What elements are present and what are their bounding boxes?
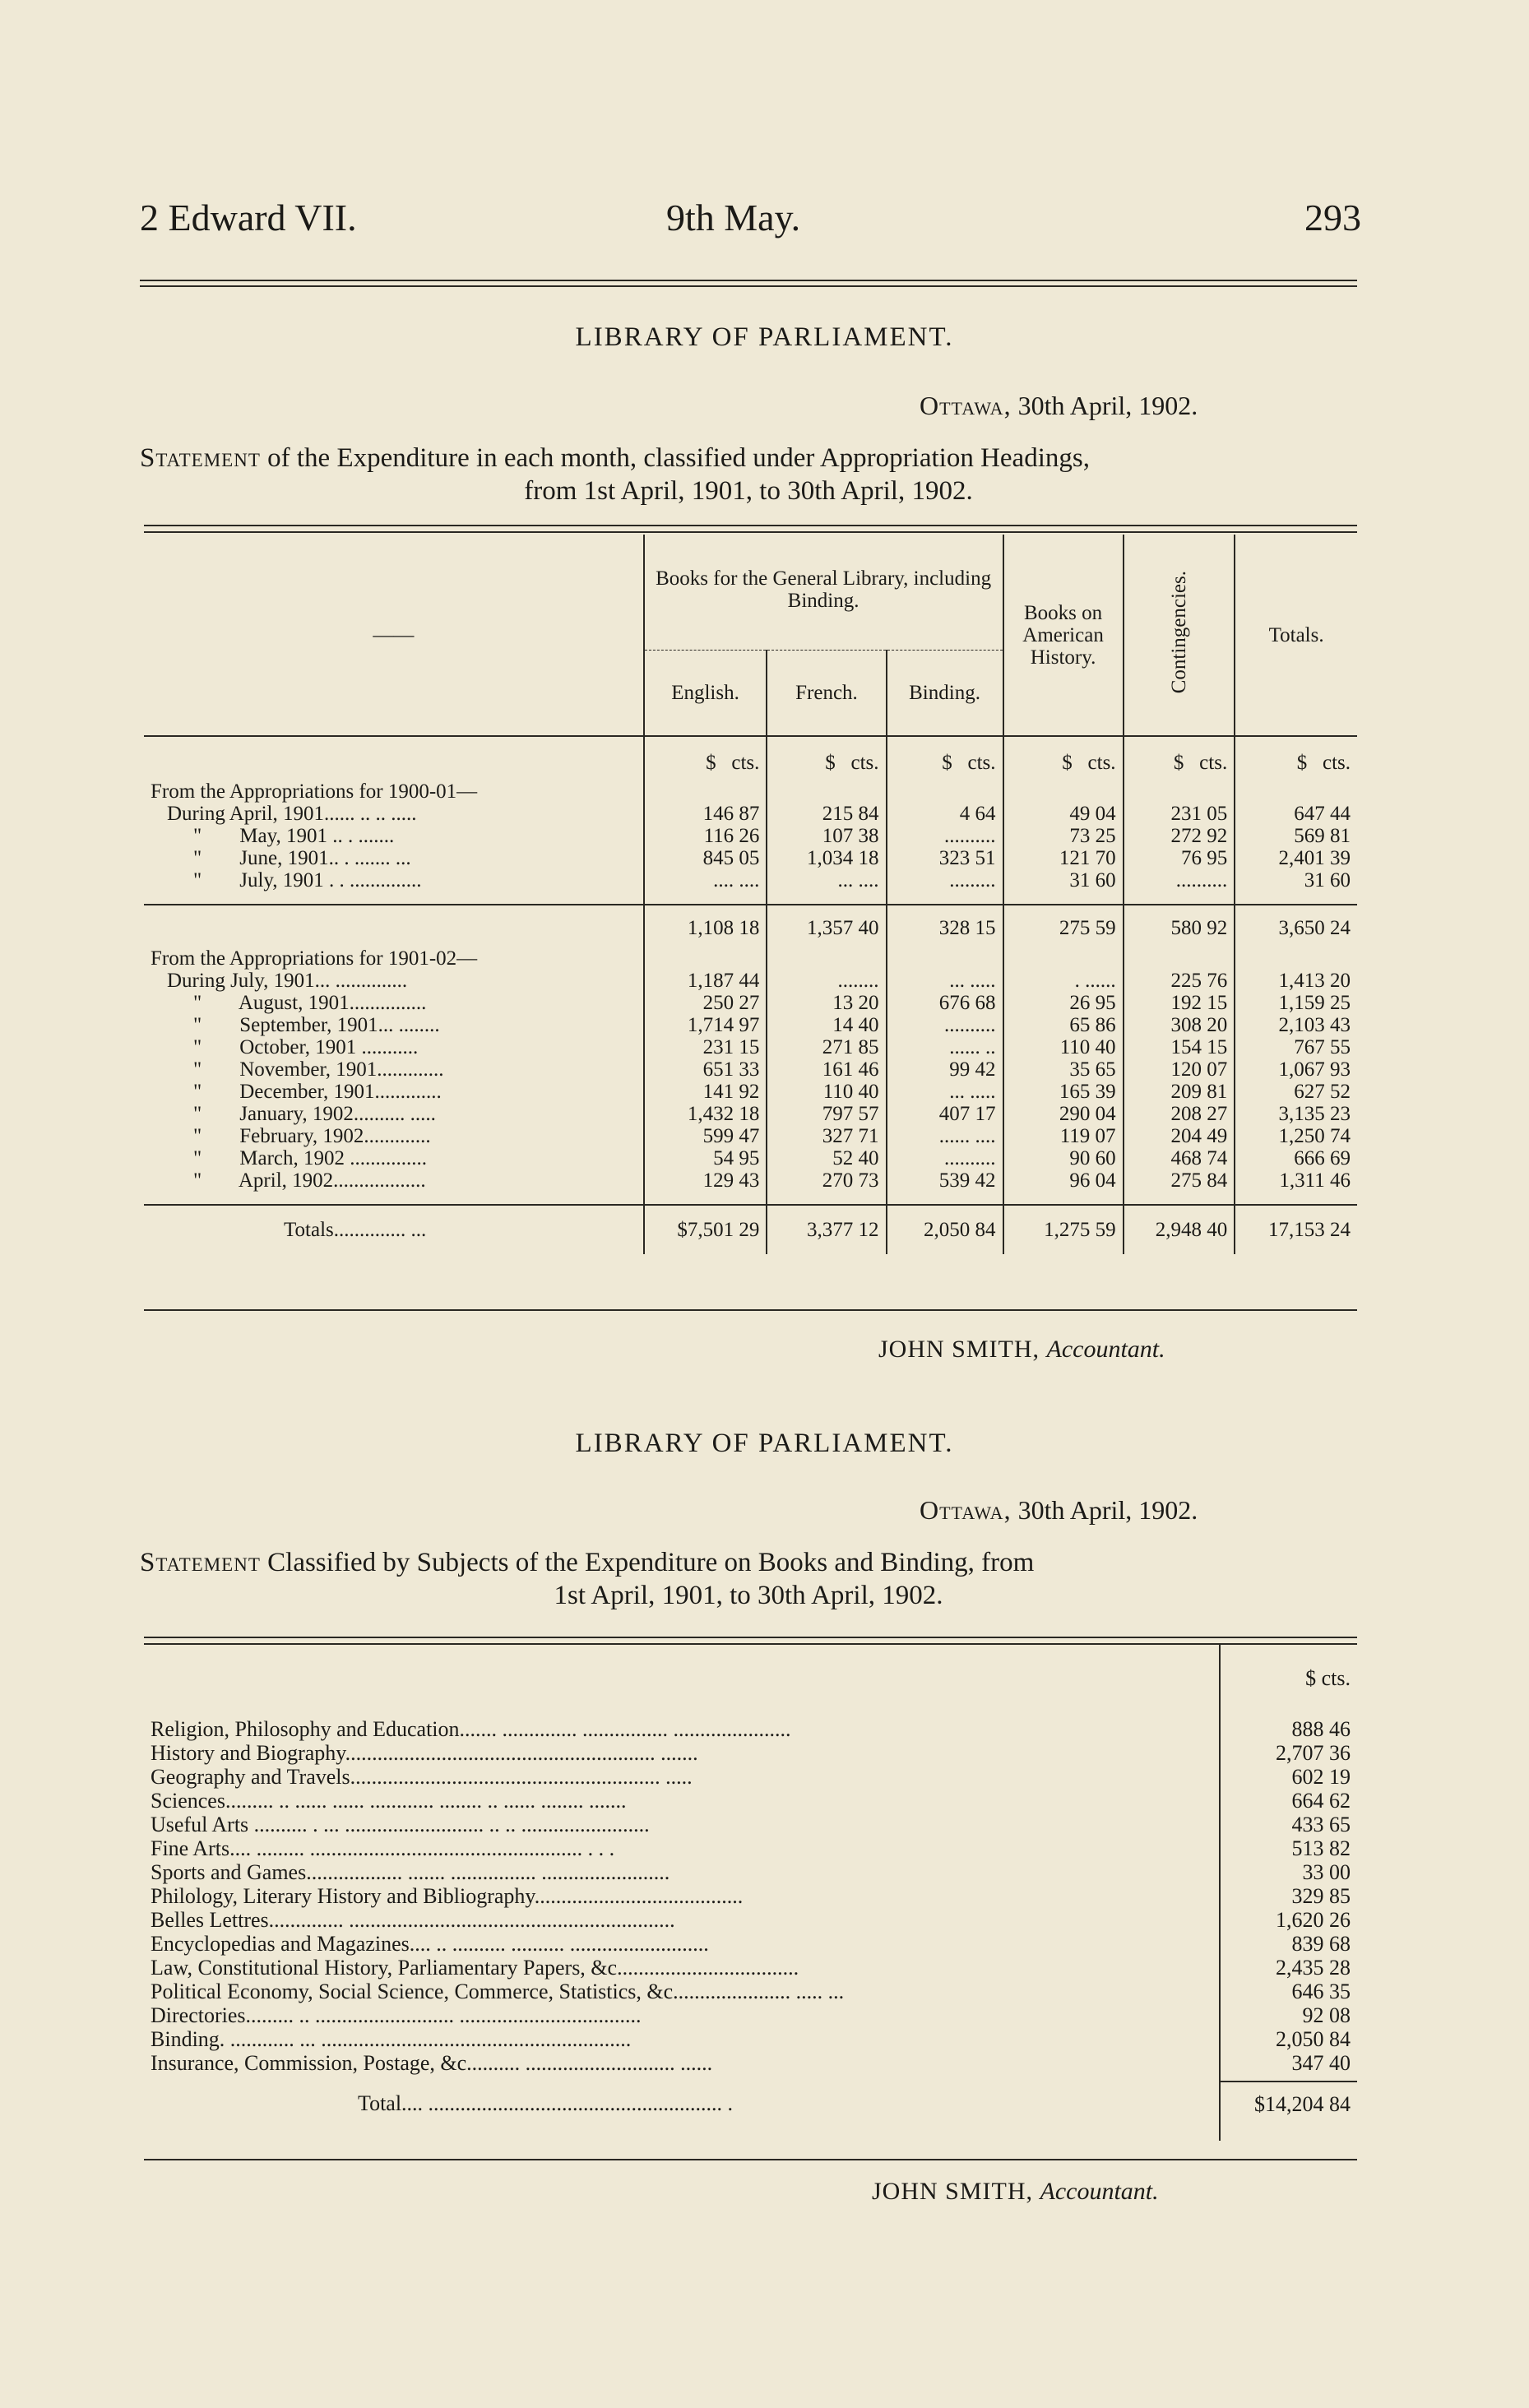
table1-col-contingencies-cell [1124,535,1235,736]
table1-group1-heading-row [144,777,1357,803]
table1-units-row [144,736,1357,777]
table1-value-cell: 73 25 [1003,825,1124,847]
table1-top-rule-b [144,531,1357,533]
table1-value-cell: 209 81 [1124,1081,1235,1103]
table1-month-label: June, 1901.. . ....... ... [239,847,411,869]
table1-total-cell: 1,275 59 [1003,1205,1124,1254]
table1-row-prefix: " [193,1081,202,1103]
table2-subject-label: Insurance, Commission, Postage, &c.......... ............................ ...... [151,2051,713,2075]
section2-signature-name: JOHN SMITH, [872,2178,1034,2205]
section1-signature-name: JOHN SMITH, [878,1336,1040,1363]
table1-row-prefix: " [193,869,202,891]
table1-value-cell: 31 60 [1235,869,1357,891]
table1-group2-rows [144,970,1357,1205]
table1-value-cell: 165 39 [1003,1081,1124,1103]
table1-value-cell: 569 81 [1235,825,1357,847]
table1-row-prefix: " [193,1147,202,1169]
table2-unit-row [144,1645,1357,1717]
table1-subtotal-cell: 3,650 24 [1235,905,1357,944]
table1-month-row [144,825,1357,847]
table1-row-prefix: " [193,1103,202,1125]
table2-subject-label: Religion, Philosophy and Education....... .............. ................ ...................... [151,1717,791,1741]
table1-subtotal-row [144,905,1357,944]
table2-subject-label: Political Economy, Social Science, Commerce, Statistics, &c...................... ..... ... [151,1980,845,2003]
table1-unit-cts: cts. [731,752,760,774]
table1-value-cell: 627 52 [1235,1081,1357,1103]
table2-subject-row [144,1980,1357,2003]
table1-stub-header: —— [144,535,644,736]
table2-subject-row [144,1956,1357,1980]
section2-statement-lead: Statement [140,1548,261,1577]
table1-group-header: Books for the General Library, including Binding. [644,535,1003,650]
table1-value-cell: ... ..... [887,1081,1003,1103]
table1-value-cell: ... ..... [887,970,1003,992]
table1-value-cell: 647 44 [1235,803,1357,825]
table2-subject-row [144,1813,1357,1836]
table1-value-cell: 1,413 20 [1235,970,1357,992]
table1-value-cell: 96 04 [1003,1169,1124,1192]
table2-subject-value: 664 62 [1220,1789,1357,1813]
table1-col-french: French. [767,650,886,736]
table1-value-cell: .... .... [644,869,767,891]
table1-month-label: August, 1901............... [238,992,427,1014]
table1-value-cell: 1,187 44 [644,970,767,992]
table2-subject-label: Binding. ............ ... .......................................................... [151,2027,632,2051]
table1-value-cell: .......... [887,1147,1003,1169]
section2-signature [872,2178,1159,2206]
table1-value-cell: 1,714 97 [644,1014,767,1036]
table1-month-label: May, 1901 .. . ....... [239,825,395,847]
table1-value-cell: 1,432 18 [644,1103,767,1125]
header-regnal-year: 2 Edward VII. [140,197,357,238]
table1-unit-dollar: $ [825,752,836,774]
table2-subject-label: Useful Arts .......... . ... .......................... .. .. ........................ [151,1813,650,1836]
section2-statement-line1: Classified by Subjects of the Expenditure on Books and Binding, from [267,1548,1035,1577]
table2-top-rule-a [144,1637,1357,1638]
table1-value-cell: 120 07 [1124,1058,1235,1081]
table1-value-cell: 141 92 [644,1081,767,1103]
table1-value-cell: ......... [887,869,1003,891]
table1-value-cell: 116 26 [644,825,767,847]
table1-value-cell: 1,250 74 [1235,1125,1357,1147]
table1-value-cell: 146 87 [644,803,767,825]
table1-col-contingencies: Contingencies. [1167,571,1190,694]
table2-subject-value: 347 40 [1220,2051,1357,2075]
table1-totals-row [144,1205,1357,1254]
table1-month-row [144,1147,1357,1169]
table2-subject-value: 329 85 [1220,1884,1357,1908]
table2-subject-value: 2,050 84 [1220,2027,1357,2051]
section1-title: LIBRARY OF PARLIAMENT. [575,322,954,352]
table2-subject-value: 646 35 [1220,1980,1357,2003]
table1-month-label: April, 1902.................. [238,1169,426,1192]
section1-statement [140,442,1357,507]
table1-col-totals: Totals. [1235,535,1357,736]
table1-month-row [144,869,1357,891]
table2-total-label: Total.... ....................................................... . [358,2091,734,2115]
table2-subject-row [144,1836,1357,1860]
table1-value-cell: 1,034 18 [767,847,886,869]
table1-unit-cts: cts. [1322,752,1351,774]
table1-value-cell: ... .... [767,869,886,891]
table1-month-label: November, 1901............. [239,1058,444,1081]
table1-value-cell: 14 40 [767,1014,886,1036]
table1-total-cell: 17,153 24 [1235,1205,1357,1254]
table1-value-cell: 272 92 [1124,825,1235,847]
table1-value-cell: 323 51 [887,847,1003,869]
table1-month-label: February, 1902............. [239,1125,431,1147]
table2-subject-value: 33 00 [1220,1860,1357,1884]
table1-month-label-cell [144,803,644,825]
page-number: 293 [1304,197,1361,238]
table1-value-cell: 225 76 [1124,970,1235,992]
section1-dateline-date: 30th April, 1902. [1017,391,1198,420]
table1-value-cell: 99 42 [887,1058,1003,1081]
table1-totals-label: Totals.............. ... [144,1205,644,1254]
table2-unit: $ cts. [1220,1645,1357,1717]
table1-month-label: October, 1901 ........... [239,1036,419,1058]
section2-dateline-place: Ottawa, [920,1495,1012,1525]
table1-subtotal-cell: 275 59 [1003,905,1124,944]
table1-value-cell: 271 85 [767,1036,886,1058]
table1-unit-cell [887,736,1003,777]
table2-subject-label: Law, Constitutional History, Parliamentary Papers, &c.................................. [151,1956,799,1980]
table2-subject-row [144,1860,1357,1884]
section2-statement [140,1546,1357,1612]
table1-value-cell: 129 43 [644,1169,767,1192]
table1-value-cell: 1,159 25 [1235,992,1357,1014]
section2-dateline [920,1495,1198,1526]
table2-subject-value: 2,707 36 [1220,1741,1357,1765]
table1-value-cell: .......... [887,825,1003,847]
table1-row-prefix: During [167,803,225,825]
table1-unit-cell [1003,736,1124,777]
table1-month-label-cell [144,825,644,847]
table1-value-cell: 599 47 [644,1125,767,1147]
table1-unit-cell [1235,736,1357,777]
table2-subject-label: Encyclopedias and Magazines.... .. .......... .......... .......................... [151,1932,709,1956]
table1-month-label: January, 1902.......... ..... [239,1103,436,1125]
table1-value-cell: 31 60 [1003,869,1124,891]
table1-month-row [144,1036,1357,1058]
table1-value-cell: .......... [887,1014,1003,1036]
table1-month-label: April, 1901...... .. .. ..... [229,803,417,825]
table2-bottom-rule [144,2159,1357,2160]
table1-month-label-cell [144,1014,644,1036]
table1-value-cell: 539 42 [887,1169,1003,1192]
table1-value-cell: 208 27 [1124,1103,1235,1125]
table1-value-cell: 154 15 [1124,1036,1235,1058]
table1-value-cell: 76 95 [1124,847,1235,869]
table2-subject-value: 888 46 [1220,1717,1357,1741]
section1-statement-line2: from 1st April, 1901, to 30th April, 1902. [524,476,973,506]
table1-unit-cell [644,736,767,777]
table1-month-row [144,1103,1357,1125]
table2-subject-label: Geography and Travels.......................................................... ..... [151,1765,693,1789]
table1-group2-heading: From the Appropriations for 1901-02— [151,947,478,970]
table1-value-cell: 192 15 [1124,992,1235,1014]
table2-subject-label: Fine Arts.... ......... ................................................... . . . [151,1836,615,1860]
table1-month-row [144,970,1357,992]
table1-month-label-cell [144,1147,644,1169]
table1-value-cell: 250 27 [644,992,767,1014]
table1-unit-cts: cts. [850,752,879,774]
table2-rows [144,1717,1357,2075]
table1-value-cell: 161 46 [767,1058,886,1081]
table2-total-value: $14,204 84 [1220,2082,1357,2123]
table1-value-cell: 797 57 [767,1103,886,1125]
table1-month-label-cell [144,1058,644,1081]
table1-value-cell: 308 20 [1124,1014,1235,1036]
table1-value-cell: 1,067 93 [1235,1058,1357,1081]
table1-month-label-cell [144,970,644,992]
table1-value-cell: 2,401 39 [1235,847,1357,869]
table1-group2-heading-row [144,944,1357,970]
table1-subtotal-cell: 580 92 [1124,905,1235,944]
table1-value-cell: 327 71 [767,1125,886,1147]
table1-col-binding: Binding. [887,650,1003,736]
table2-subject-label: Sports and Games.................. ....... ................ ........................ [151,1860,670,1884]
table1-row-prefix: " [193,1036,202,1058]
table1-value-cell: . ...... [1003,970,1124,992]
table1-unit-cell [767,736,886,777]
table1-month-label: September, 1901... ........ [239,1014,440,1036]
table1-row-prefix: " [193,992,202,1014]
table1-value-cell: 121 70 [1003,847,1124,869]
table2-subject-row [144,1765,1357,1789]
table1-row-prefix: " [193,847,202,869]
table1-month-label-cell [144,1081,644,1103]
table1-value-cell: 90 60 [1003,1147,1124,1169]
table1-value-cell: .......... [1124,869,1235,891]
section2-signature-title: Accountant. [1040,2178,1159,2205]
table1-month-row [144,847,1357,869]
table1-value-cell: ........ [767,970,886,992]
table1-subtotal-cell: 1,357 40 [767,905,886,944]
table1-month-label-cell [144,847,644,869]
table1-row-prefix: " [193,1058,202,1081]
table1-row-prefix: " [193,1014,202,1036]
table1-value-cell: 52 40 [767,1147,886,1169]
table2-subject-value: 513 82 [1220,1836,1357,1860]
header-date: 9th May. [666,197,801,238]
table1-col-english: English. [644,650,767,736]
table2-subject-value: 602 19 [1220,1765,1357,1789]
table2-subject-label: Directories......... .. .......................... .................................. [151,2003,642,2027]
table1-month-row [144,1058,1357,1081]
table2-subject-value: 433 65 [1220,1813,1357,1836]
table1-unit-cts: cts. [1199,752,1228,774]
expenditure-by-subject-table [144,1645,1357,2141]
table1-unit-dollar: $ [1062,752,1073,774]
table1-unit-dollar: $ [942,752,952,774]
table1-value-cell: 676 68 [887,992,1003,1014]
table1-value-cell: 49 04 [1003,803,1124,825]
table1-unit-cts: cts. [1087,752,1116,774]
table1-subtotal-cell: 328 15 [887,905,1003,944]
table1-total-cell: 2,948 40 [1124,1205,1235,1254]
table1-month-row [144,1014,1357,1036]
table1-value-cell: 767 55 [1235,1036,1357,1058]
table1-total-cell: 3,377 12 [767,1205,886,1254]
table1-value-cell: 54 95 [644,1147,767,1169]
table1-month-row [144,1081,1357,1103]
section2-title: LIBRARY OF PARLIAMENT. [575,1429,954,1458]
table1-total-cell: $7,501 29 [644,1205,767,1254]
table1-row-prefix: " [193,1169,202,1192]
table2-subject-row [144,1789,1357,1813]
section1-signature [878,1336,1165,1364]
table2-total-row [144,2082,1357,2123]
table1-value-cell: 26 95 [1003,992,1124,1014]
section1-signature-title: Accountant. [1046,1336,1165,1363]
section1-dateline-place: Ottawa, [920,391,1012,420]
table1-month-row [144,992,1357,1014]
table2-subject-row [144,1741,1357,1765]
table1-group1-rows [144,803,1357,905]
table1-value-cell: 110 40 [767,1081,886,1103]
table1-month-label-cell [144,992,644,1014]
table1-month-label: July, 1901... .............. [230,970,408,992]
table1-total-cell: 2,050 84 [887,1205,1003,1254]
table1-value-cell: 845 05 [644,847,767,869]
table1-value-cell: 270 73 [767,1169,886,1192]
section1-statement-line1: of the Expenditure in each month, classified under Appropriation Headings, [267,443,1090,473]
table1-unit-dollar: $ [1296,752,1308,774]
table2-subject-label: Belles Lettres.............. ............................................................. [151,1908,675,1932]
table1-month-label-cell [144,869,644,891]
section1-statement-lead: Statement [140,443,261,473]
table2-subject-row [144,2003,1357,2027]
table2-subject-row [144,1717,1357,1741]
table1-value-cell: 65 86 [1003,1014,1124,1036]
table1-value-cell: 2,103 43 [1235,1014,1357,1036]
table2-subject-value: 2,435 28 [1220,1956,1357,1980]
table2-subject-row [144,1908,1357,1932]
table2-subject-label: Philology, Literary History and Bibliography....................................... [151,1884,744,1908]
table1-bottom-rule [144,1309,1357,1311]
table1-value-cell: 3,135 23 [1235,1103,1357,1125]
table1-value-cell: 231 05 [1124,803,1235,825]
table1-unit-cell [1124,736,1235,777]
table1-top-rule-a [144,525,1357,526]
table1-value-cell: 290 04 [1003,1103,1124,1125]
table1-month-label: March, 1902 ............... [239,1147,427,1169]
table1-value-cell: ...... .. [887,1036,1003,1058]
table1-value-cell: 35 65 [1003,1058,1124,1081]
table2-subject-row [144,1884,1357,1908]
table1-value-cell: 107 38 [767,825,886,847]
table1-value-cell: 275 84 [1124,1169,1235,1192]
table1-month-label-cell [144,1103,644,1125]
table2-subject-row [144,2027,1357,2051]
table1-value-cell: 407 17 [887,1103,1003,1125]
table1-value-cell: 215 84 [767,803,886,825]
table1-value-cell: 231 15 [644,1036,767,1058]
table1-row-prefix: " [193,1125,202,1147]
table1-month-label: December, 1901............. [239,1081,442,1103]
table1-month-row [144,1125,1357,1147]
table1-row-prefix: During [167,970,225,992]
table1-unit-cts: cts. [967,752,996,774]
section1-dateline [920,391,1198,421]
section2-dateline-date: 30th April, 1902. [1017,1495,1198,1525]
table1-value-cell: ...... .... [887,1125,1003,1147]
table2-subject-row [144,2051,1357,2075]
table1-unit-dollar: $ [706,752,716,774]
table1-value-cell: 468 74 [1124,1147,1235,1169]
table1-value-cell: 119 07 [1003,1125,1124,1147]
table1-row-prefix: " [193,825,202,847]
table2-subject-label: Sciences......... .. ...... ...... ............ ........ .. ...... ........ ....... [151,1789,627,1813]
table1-month-label: July, 1901 . . .............. [239,869,422,891]
table1-month-label-cell [144,1036,644,1058]
table1-value-cell: 110 40 [1003,1036,1124,1058]
table2-subject-value: 1,620 26 [1220,1908,1357,1932]
table1-month-row [144,803,1357,825]
table1-value-cell: 651 33 [644,1058,767,1081]
table2-subject-label: History and Biography.......................................................... ....... [151,1741,698,1765]
table2-subject-row [144,1932,1357,1956]
table1-subtotal-cell: 1,108 18 [644,905,767,944]
table1-month-label-cell [144,1169,644,1192]
table2-subject-value: 92 08 [1220,2003,1357,2027]
table1-group1-heading: From the Appropriations for 1900-01— [151,780,478,803]
section2-statement-line2: 1st April, 1901, to 30th April, 1902. [554,1581,943,1610]
table1-value-cell: 666 69 [1235,1147,1357,1169]
expenditure-by-month-table [144,535,1357,1254]
table1-value-cell: 1,311 46 [1235,1169,1357,1192]
table1-value-cell: 13 20 [767,992,886,1014]
table1-month-label-cell [144,1125,644,1147]
table2-subject-value: 839 68 [1220,1932,1357,1956]
table1-value-cell: 204 49 [1124,1125,1235,1147]
header-double-rule [140,280,1357,287]
table1-unit-dollar: $ [1173,752,1184,774]
table1-value-cell: 4 64 [887,803,1003,825]
running-header [140,196,1361,245]
table1-month-row [144,1169,1357,1192]
table1-col-american: Books on American History. [1003,535,1124,736]
